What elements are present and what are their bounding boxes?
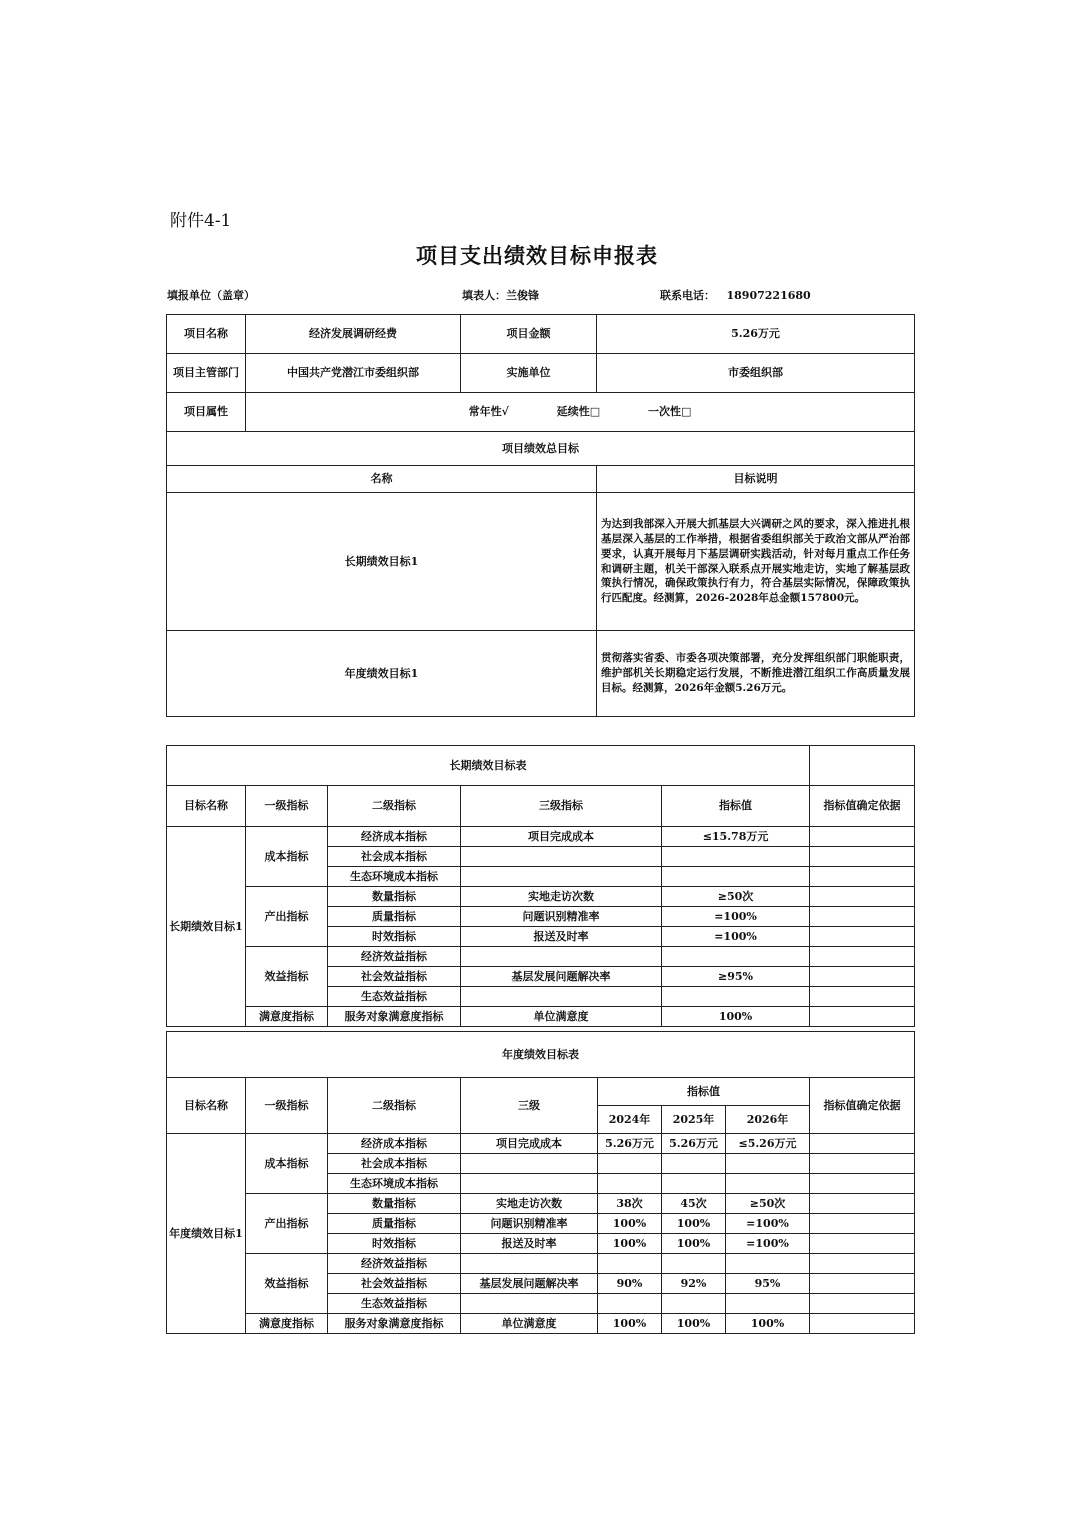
level2-cell: 经济效益指标 (328, 1254, 461, 1274)
table-row (167, 393, 915, 432)
year-value-cell (598, 1154, 662, 1174)
year-value-cell: 100% (598, 1214, 662, 1234)
table-row (167, 786, 915, 827)
dept-value: 中国共产党潜江市委组织部 (246, 354, 461, 393)
basis-cell (810, 847, 915, 867)
level2-cell: 生态效益指标 (328, 1294, 461, 1314)
attachment-label: 附件4-1 (170, 211, 232, 231)
year-value-cell: 100% (598, 1314, 662, 1334)
project-amount-value: 5.26万元 (597, 315, 915, 354)
value-cell: ≥95% (662, 967, 810, 987)
year-value-cell (726, 1154, 810, 1174)
phone-line (660, 287, 811, 303)
impl-value: 市委组织部 (597, 354, 915, 393)
level3-cell (461, 987, 662, 1007)
basis-cell (810, 867, 915, 887)
level1-cell: 产出指标 (246, 1194, 328, 1254)
level3-cell: 单位满意度 (461, 1314, 598, 1334)
year-value-cell: 100% (726, 1314, 810, 1334)
level2-cell: 时效指标 (328, 927, 461, 947)
level3-cell (461, 847, 662, 867)
level2-cell: 社会成本指标 (328, 1154, 461, 1174)
basis-header: 指标值确定依据 (810, 786, 915, 827)
attr-option-onetime: 一次性□ (647, 405, 692, 419)
table-row (167, 1134, 915, 1154)
attr-options (246, 393, 915, 432)
level1-cell: 成本指标 (246, 1134, 328, 1194)
basis-header: 指标值确定依据 (810, 1078, 915, 1134)
level3-cell (461, 1294, 598, 1314)
year-header: 2026年 (726, 1106, 810, 1134)
value-cell (662, 847, 810, 867)
table-row (167, 432, 915, 466)
year-value-cell: =100% (726, 1234, 810, 1254)
long-goal-name: 长期绩效目标1 (167, 493, 597, 631)
level3-cell: 报送及时率 (461, 927, 662, 947)
basis-cell (810, 887, 915, 907)
level2-cell: 时效指标 (328, 1234, 461, 1254)
level3-cell: 项目完成成本 (461, 827, 662, 847)
value-cell: ≤15.78万元 (662, 827, 810, 847)
year-value-cell (726, 1254, 810, 1274)
level1-cell: 效益指标 (246, 947, 328, 1007)
long-table-title: 长期绩效目标表 (167, 746, 810, 786)
value-cell (662, 867, 810, 887)
level1-header: 一级指标 (246, 786, 328, 827)
year-value-cell (598, 1174, 662, 1194)
year-value-cell: =100% (726, 1214, 810, 1234)
goals-desc-col: 目标说明 (597, 466, 915, 493)
table-row (167, 631, 915, 717)
level3-cell (461, 947, 662, 967)
year-value-cell (662, 1154, 726, 1174)
year-value-cell: 5.26万元 (662, 1134, 726, 1154)
basis-cell (810, 1314, 915, 1334)
basis-cell (810, 967, 915, 987)
attr-label: 项目属性 (167, 393, 246, 432)
table-row (167, 746, 915, 786)
year-table-title: 年度绩效目标表 (167, 1032, 915, 1078)
basis-cell (810, 1134, 915, 1154)
level2-header: 二级指标 (328, 786, 461, 827)
year-goal-name: 年度绩效目标1 (167, 631, 597, 717)
level1-cell: 满意度指标 (246, 1314, 328, 1334)
level1-cell: 满意度指标 (246, 1007, 328, 1027)
level1-cell: 效益指标 (246, 1254, 328, 1314)
long-table-title-blank (810, 746, 915, 786)
value-header: 指标值 (662, 786, 810, 827)
table-row (167, 1007, 915, 1027)
level3-cell (461, 867, 662, 887)
level2-cell: 服务对象满意度指标 (328, 1314, 461, 1334)
level3-cell (461, 1154, 598, 1174)
year-value-cell (662, 1254, 726, 1274)
basis-cell (810, 1007, 915, 1027)
basis-cell (810, 1154, 915, 1174)
dept-label: 项目主管部门 (167, 354, 246, 393)
long-goal-cell: 长期绩效目标1 (167, 827, 246, 1027)
year-value-cell (662, 1174, 726, 1194)
level3-header: 三级 (461, 1078, 598, 1134)
level1-header: 一级指标 (246, 1078, 328, 1134)
table-row (167, 827, 915, 847)
level3-cell: 单位满意度 (461, 1007, 662, 1027)
basis-cell (810, 1294, 915, 1314)
basis-cell (810, 987, 915, 1007)
level2-header: 二级指标 (328, 1078, 461, 1134)
basis-cell (810, 927, 915, 947)
phone-number: 18907221680 (726, 289, 811, 302)
value-cell (662, 987, 810, 1007)
level3-header: 三级指标 (461, 786, 662, 827)
value-cell: 100% (662, 1007, 810, 1027)
level2-cell: 服务对象满意度指标 (328, 1007, 461, 1027)
table-row (167, 1314, 915, 1334)
long-term-table (166, 745, 915, 1027)
level2-cell: 数量指标 (328, 887, 461, 907)
year-value-cell (598, 1294, 662, 1314)
level2-cell: 生态环境成本指标 (328, 867, 461, 887)
basis-cell (810, 827, 915, 847)
goal-name-header: 目标名称 (167, 1078, 246, 1134)
table-row (167, 947, 915, 967)
level2-cell: 经济成本指标 (328, 827, 461, 847)
level1-cell: 产出指标 (246, 887, 328, 947)
level3-cell: 基层发展问题解决率 (461, 1274, 598, 1294)
value-cell: ≥50次 (662, 887, 810, 907)
form-title: 项目支出绩效目标申报表 (416, 243, 658, 268)
long-goal-desc: 为达到我部深入开展大抓基层大兴调研之风的要求，深入推进扎根基层深入基层的工作举措，根据省委组织部关于政治文部从严治部要求，认真开展每月下基层调研实践活动，针对每月重点工作任务和调研主题，机关干部深入联系点开展实地走访，实地了解基层政策执行情况，确保政策执行有力，符合基层实际情况，保障政策执行匹配度。经测算，2026-2028年总金额157800元。 (597, 493, 915, 631)
basis-cell (810, 1234, 915, 1254)
year-header: 2024年 (598, 1106, 662, 1134)
basis-cell (810, 1254, 915, 1274)
project-amount-label: 项目金额 (461, 315, 597, 354)
year-value-cell: 90% (598, 1274, 662, 1294)
level2-cell: 生态效益指标 (328, 987, 461, 1007)
value-cell: =100% (662, 927, 810, 947)
basis-cell (810, 1214, 915, 1234)
level2-cell: 经济效益指标 (328, 947, 461, 967)
year-goal-desc: 贯彻落实省委、市委各项决策部署，充分发挥组织部门职能职责，维护部机关长期稳定运行发展，不断推进潜江组织工作高质量发展目标。经测算，2026年金额5.26万元。 (597, 631, 915, 717)
annual-table (166, 1031, 915, 1334)
level3-cell: 项目完成成本 (461, 1134, 598, 1154)
year-value-cell: 95% (726, 1274, 810, 1294)
level1-cell: 成本指标 (246, 827, 328, 887)
table-row (167, 493, 915, 631)
year-header: 2025年 (662, 1106, 726, 1134)
table-row (167, 315, 915, 354)
year-value-cell: 100% (598, 1234, 662, 1254)
year-value-cell: 5.26万元 (598, 1134, 662, 1154)
level2-cell: 质量指标 (328, 907, 461, 927)
level3-cell: 基层发展问题解决率 (461, 967, 662, 987)
unit-label: 填报单位（盖章） (167, 289, 255, 302)
project-name-label: 项目名称 (167, 315, 246, 354)
value-cell: =100% (662, 907, 810, 927)
level2-cell: 质量指标 (328, 1214, 461, 1234)
year-value-cell (662, 1294, 726, 1314)
attr-option-continuing: 延续性□ (556, 405, 601, 419)
level3-cell: 问题识别精准率 (461, 1214, 598, 1234)
level3-cell: 实地走访次数 (461, 1194, 598, 1214)
attr-option-annual: 常年性√ (468, 405, 509, 419)
phone-label: 联系电话： (660, 289, 715, 302)
year-value-cell: ≥50次 (726, 1194, 810, 1214)
impl-label: 实施单位 (461, 354, 597, 393)
basis-cell (810, 1194, 915, 1214)
level3-cell: 实地走访次数 (461, 887, 662, 907)
year-value-cell (726, 1294, 810, 1314)
table-row (167, 466, 915, 493)
level3-cell (461, 1174, 598, 1194)
year-value-cell: 100% (662, 1214, 726, 1234)
level2-cell: 社会效益指标 (328, 967, 461, 987)
table-row (167, 887, 915, 907)
year-value-cell (726, 1174, 810, 1194)
table-row (167, 1032, 915, 1078)
year-value-cell: 100% (662, 1314, 726, 1334)
goals-header: 项目绩效总目标 (167, 432, 915, 466)
value-header: 指标值 (598, 1078, 810, 1106)
table-row (167, 1078, 915, 1106)
level2-cell: 经济成本指标 (328, 1134, 461, 1154)
year-value-cell: 92% (662, 1274, 726, 1294)
basis-cell (810, 907, 915, 927)
year-value-cell: ≤5.26万元 (726, 1134, 810, 1154)
filler-label: 填表人：兰俊锋 (462, 289, 539, 302)
basis-cell (810, 947, 915, 967)
table-row (167, 1194, 915, 1214)
basic-info-table (166, 314, 915, 717)
level3-cell: 问题识别精准率 (461, 907, 662, 927)
level2-cell: 社会效益指标 (328, 1274, 461, 1294)
table-row (167, 354, 915, 393)
table-row (167, 1254, 915, 1274)
level2-cell: 生态环境成本指标 (328, 1174, 461, 1194)
basis-cell (810, 1174, 915, 1194)
level3-cell (461, 1254, 598, 1274)
level2-cell: 数量指标 (328, 1194, 461, 1214)
level3-cell: 报送及时率 (461, 1234, 598, 1254)
goals-name-col: 名称 (167, 466, 597, 493)
goal-name-header: 目标名称 (167, 786, 246, 827)
year-value-cell: 100% (662, 1234, 726, 1254)
year-goal-cell: 年度绩效目标1 (167, 1134, 246, 1334)
year-value-cell: 45次 (662, 1194, 726, 1214)
basis-cell (810, 1274, 915, 1294)
year-value-cell: 38次 (598, 1194, 662, 1214)
project-name-value: 经济发展调研经费 (246, 315, 461, 354)
year-value-cell (598, 1254, 662, 1274)
level2-cell: 社会成本指标 (328, 847, 461, 867)
value-cell (662, 947, 810, 967)
